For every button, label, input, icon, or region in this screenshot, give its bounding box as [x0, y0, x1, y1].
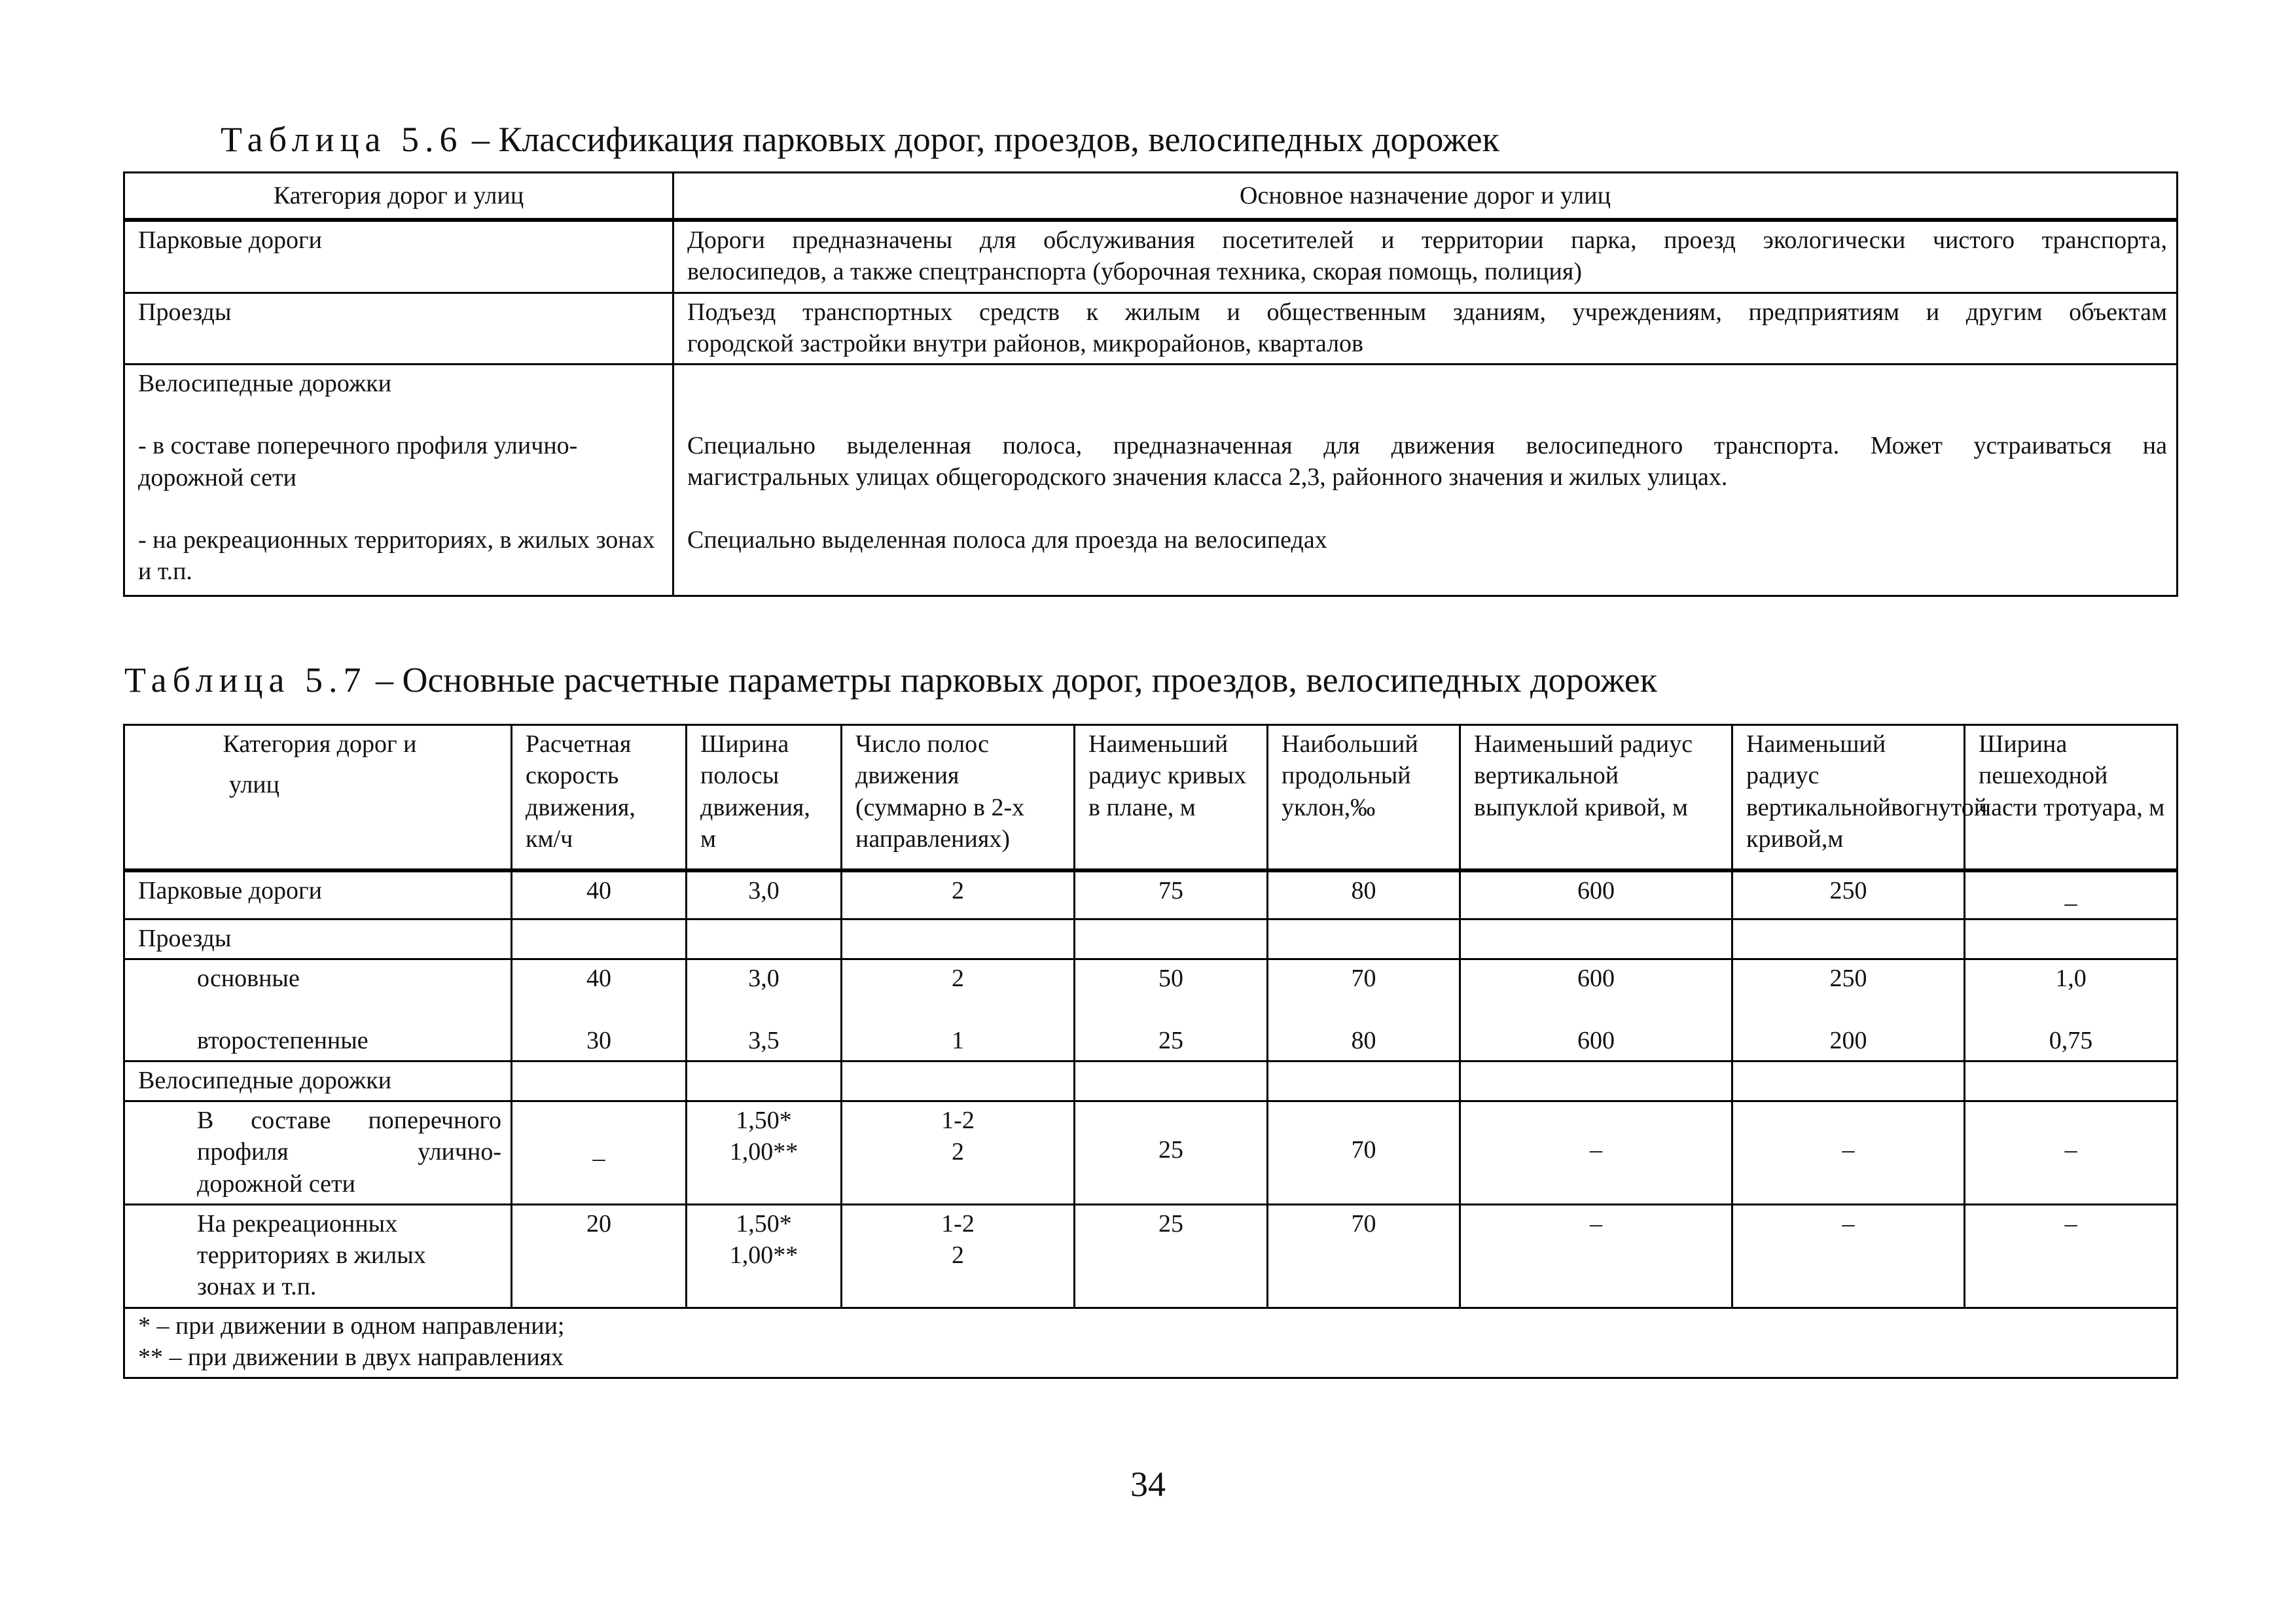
cell-convex-radius: – [1460, 1204, 1732, 1308]
cell-value: _ [592, 1136, 605, 1164]
cell-value: 50 [1158, 965, 1183, 993]
cell-value: 600 [1577, 965, 1615, 993]
cell-concave-radius [1732, 1101, 1965, 1205]
row-purpose [673, 220, 2178, 293]
header-category [124, 725, 512, 871]
table-notes-row [124, 1308, 2178, 1378]
cell-value: 1,0 [2055, 965, 2087, 993]
table-row [124, 293, 2178, 365]
row-label [124, 959, 512, 1061]
cell-value: 1 [952, 1026, 964, 1054]
cell-value: 80 [1351, 1026, 1376, 1054]
purpose-line: магистральных улицах общегородского значения класса 2,3, районного значения и жилых улицах. [687, 463, 1728, 491]
cell-convex-radius [1460, 1101, 1732, 1205]
row-category: Парковые дороги [124, 220, 673, 293]
table-5-6-caption [221, 120, 1499, 159]
cell-slope: 80 [1268, 870, 1460, 919]
bike-sub-category: - в составе поперечного профиля улично-дорожной сети [138, 432, 578, 491]
table-row [124, 365, 2178, 596]
cell-value: 1,50* [736, 1209, 792, 1238]
cell-convex-radius [1460, 959, 1732, 1061]
cell-concave-radius [1732, 959, 1965, 1061]
sub-label-line: дорожной сети [197, 1169, 355, 1198]
row-label: Парковые дороги [124, 870, 512, 919]
cell-value: – [1590, 1136, 1602, 1164]
cell-value: 2 [952, 1241, 964, 1269]
cell-value: – [2064, 1136, 2077, 1164]
table-row [124, 1101, 2178, 1205]
header-slope: Наибольший продольный уклон,‰ [1268, 725, 1460, 871]
row-category [124, 365, 673, 596]
table-header-row [124, 725, 2178, 871]
header-purpose: Основное назначение дорог и улиц [673, 173, 2178, 221]
cell-curve-radius [1075, 959, 1268, 1061]
page-number: 34 [1130, 1465, 1166, 1504]
cell-speed [512, 959, 687, 1061]
cell-sidewalk [1965, 870, 2178, 919]
bike-paths-label: Велосипедные дорожки [138, 370, 392, 397]
purpose-line: Подъезд транспортных средств к жилым и общественным зданиям, учреждениям, предприятиям и другим объектам [687, 298, 2167, 326]
cell-value: 70 [1351, 1136, 1376, 1164]
sub-label: второстепенные [197, 1026, 368, 1054]
row-label: На рекреационных территориях в жилых зонах и т.п. [124, 1204, 512, 1308]
cell-concave-radius: 250 [1732, 870, 1965, 919]
header-sidewalk: Ширина пешеходной части тротуара, м [1965, 725, 2178, 871]
cell-value: 250 [1829, 965, 1867, 993]
table-row [124, 870, 2178, 919]
row-label [124, 1101, 512, 1205]
note-line: * – при движении в одном направлении; [138, 1311, 565, 1340]
row-purpose [673, 365, 2178, 596]
cell-slope: 70 [1268, 1204, 1460, 1308]
table-row [124, 1061, 2178, 1101]
cell-value: 3,0 [748, 965, 780, 993]
cell-lane-width [687, 1204, 842, 1308]
purpose-line: Специально выделенная полоса, предназначенная для движения велосипедного транспорта. Может устраиваться на [687, 432, 2167, 459]
cell-sidewalk: – [1965, 1204, 2178, 1308]
cell-value: 1,00** [729, 1241, 798, 1269]
row-label: Проезды [124, 919, 512, 959]
cell-value: 70 [1351, 965, 1376, 993]
table-5-7 [123, 724, 2178, 1379]
purpose-line: Дороги предназначены для обслуживания посетителей и территории парка, проезд экологически чистого транспорта, [687, 226, 2167, 254]
cell-lane-width [687, 1101, 842, 1205]
cell-value: 0,75 [2049, 1026, 2093, 1054]
cell-convex-radius: 600 [1460, 870, 1732, 919]
sub-label-line: В составе поперечного [197, 1107, 501, 1134]
cell-value: 25 [1158, 1136, 1183, 1164]
purpose-line: городской застройки внутри районов, микрорайонов, кварталов [687, 329, 1363, 357]
cell-value: 1,50* [736, 1107, 792, 1134]
table-5-7-caption [124, 661, 1657, 700]
cell-value: 1,00** [729, 1138, 798, 1166]
row-label: Велосипедные дорожки [124, 1061, 512, 1101]
cell-value: 2 [952, 965, 964, 993]
cell-concave-radius: – [1732, 1204, 1965, 1308]
table-5-6-title: – Классификация парковых дорог, проездов, велосипедных дорожек [463, 120, 1499, 159]
cell-speed: 40 [512, 870, 687, 919]
cell-sidewalk [1965, 1101, 2178, 1205]
cell-lanes [842, 959, 1075, 1061]
header-category-line: улиц [229, 771, 279, 799]
header-convex-radius: Наименьший радиус вертикальной выпуклой кривой, м [1460, 725, 1732, 871]
cell-lanes [842, 1204, 1075, 1308]
cell-value: 25 [1158, 1026, 1183, 1054]
table-row [124, 1204, 2178, 1308]
cell-value: _ [2064, 881, 2077, 908]
table-row [124, 959, 2178, 1061]
cell-lanes [842, 1101, 1075, 1205]
cell-sidewalk [1965, 959, 2178, 1061]
table-5-6 [123, 171, 2178, 597]
cell-lanes: 2 [842, 870, 1075, 919]
header-speed: Расчетная скорость движения, км/ч [512, 725, 687, 871]
header-lane-width: Ширина полосы движения, м [687, 725, 842, 871]
note-line: ** – при движении в двух направлениях [138, 1343, 564, 1371]
header-concave-radius: Наименьший радиус вертикальнойвогнутой кривой,м [1732, 725, 1965, 871]
cell-value: 1-2 [941, 1107, 975, 1134]
cell-speed [512, 1101, 687, 1205]
cell-value: 40 [586, 965, 611, 993]
table-row [124, 220, 2178, 293]
cell-curve-radius: 25 [1075, 1204, 1268, 1308]
header-category-line: Категория дорог и [223, 730, 417, 758]
table-header-row [124, 173, 2178, 221]
cell-lane-width: 3,0 [687, 870, 842, 919]
sub-label: основные [197, 965, 300, 993]
row-purpose [673, 293, 2178, 365]
purpose-line: велосипедов, а также спецтранспорта (уборочная техника, скорая помощь, полиция) [687, 258, 1582, 286]
cell-value: 3,5 [748, 1026, 780, 1054]
cell-value: 1-2 [941, 1209, 975, 1238]
cell-value: 200 [1829, 1026, 1867, 1054]
purpose-line: Специально выделенная полоса для проезда на велосипедах [687, 526, 1327, 554]
cell-value: 30 [586, 1026, 611, 1054]
cell-value: 600 [1577, 1026, 1615, 1054]
sub-label-line: профиля улично- [197, 1138, 501, 1166]
table-5-7-label: Таблица 5.7 [124, 660, 367, 700]
table-5-6-label: Таблица 5.6 [221, 120, 463, 159]
cell-curve-radius [1075, 1101, 1268, 1205]
cell-value: – [1842, 1136, 1855, 1164]
row-category: Проезды [124, 293, 673, 365]
cell-speed: 20 [512, 1204, 687, 1308]
table-row [124, 919, 2178, 959]
header-category: Категория дорог и улиц [124, 173, 673, 221]
cell-value: 2 [952, 1138, 964, 1166]
table-notes [124, 1308, 2178, 1378]
table-5-7-title: – Основные расчетные параметры парковых дорог, проездов, велосипедных дорожек [367, 660, 1657, 700]
cell-lane-width [687, 959, 842, 1061]
cell-slope [1268, 959, 1460, 1061]
bike-sub-category: - на рекреационных территориях, в жилых зонах и т.п. [138, 526, 655, 585]
cell-slope [1268, 1101, 1460, 1205]
cell-curve-radius: 75 [1075, 870, 1268, 919]
header-curve-radius: Наименьший радиус кривых в плане, м [1075, 725, 1268, 871]
header-lanes: Число полос движения (суммарно в 2-х направлениях) [842, 725, 1075, 871]
